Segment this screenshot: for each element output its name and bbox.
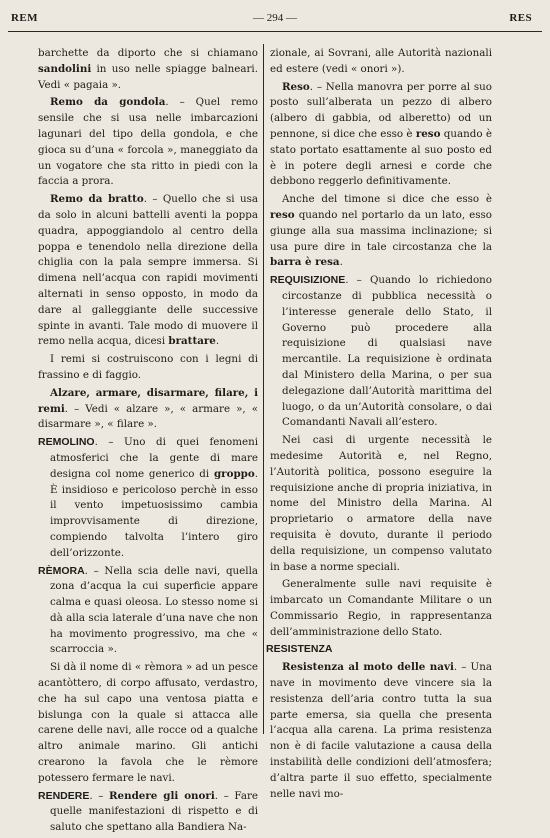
entry-remora [38,564,258,659]
entry-resistenza-moto [270,660,492,802]
subentry-term: Reso [282,80,310,93]
definition-text: . – Vedi « alzare », « armare », « disarmare », « filare ». [38,402,258,431]
headword: RÈMORA [38,564,85,577]
header-rule [8,31,542,32]
entry-alzare-armare [38,386,258,433]
definition-text: . – Quel remo sensile che si usa nelle imbarcazioni lagunari del tipo della gondola, e che gioca su d’una « forcola », maneggiato da un vogatore che sta ritto in piedi con la faccia a prora. [38,96,258,188]
paragraph-legni: I remi si costruiscono con i legni di frassino e di faggio. [38,353,258,381]
right-column [266,46,492,804]
paragraph-navi-requisite: Generalmente sulle navi requisite è imbarcato un Comandante Militare o un Commissario Regio, in rappresentanza dell’amministrazione dello Stato. [270,578,492,638]
subentry-term: Remo da gondola [50,96,166,109]
term-brattare: brattare [168,335,216,348]
subentry-term: Resistenza al moto delle navi [282,661,454,674]
definition-text: . – Fare quelle manifestazioni di rispetto e di saluto che spettano alla Bandiera Na- [50,789,259,834]
definition-text: . – Nella manovra per porre al suo posto sull’alberata un pezzo di albero (albero di gabbia, od alberetto) od un pennone, si dice che esso è [270,80,492,140]
entry-remo-da-gondola [38,95,258,190]
text: in uso nelle spiagge balneari. Vedi « pagaia ». [38,62,258,91]
definition-text: . – Nella scia delle navi, quella zona d’acqua la cui superficie appare calma e quasi oleosa. Lo stesso nome si dà alla scia laterale d’una nave che non ha movimento progressivo, ma che « scarroccia ». [50,564,258,656]
entry-requisizione [270,273,492,431]
paragraph-sandolini [38,46,258,93]
term-groppo: groppo [213,467,255,480]
paragraph-onori-cont: zionale, ai Sovrani, alle Autorità nazionali ed estere (vedi « onori »). [270,47,492,75]
column-divider [263,44,264,734]
page-number: — 294 — [253,12,297,24]
term-barra-resa: barra è resa [270,256,340,269]
header-left-guideword: REM [11,12,38,24]
entry-reso [270,80,492,191]
paragraph-timone [270,192,492,271]
text: . È insidioso e pericoloso perchè in esso il vento impetuosissimo cambia improvvisamente di direzione, compiendo talvolta l’intero giro dell’orizzonte. [50,467,258,559]
subentry-term: Rendere gli onori [109,789,215,802]
text: . [215,335,220,348]
text: . [339,256,343,269]
definition-text: . – Quando lo richiedono circostanze di pubblica necessità o l’interesse generale dello Stato, il Governo può procedere alla requisizione di qualsiasi nave mercantile. La requisizione è ordinata dal Ministero della Marina, o per sua delegazione dall’Autorità marittima del luogo, o da un’Autorità consolare, o dai Comandanti Navali all’estero. [282,274,492,429]
headword: REMOLINO [38,436,95,449]
paragraph-urgente-necessita: Nei casi di urgente necessità le medesime Autorità e, nel Regno, l’Autorità politica, possono eseguire la requisizione anche di propria iniziativa, in nome del Ministro della Marina. Al proprietario o armatore della nave requisita è dovuto, durante il periodo della requisizione, un compenso valutato in base a norme speciali. [270,434,492,573]
left-column [38,46,258,838]
definition-text: . – Quello che si usa da solo in alcuni battelli aventi la poppa quadra, appoggiandolo al centro della poppa e tenendolo nella direzione della chiglia con la pala sempre immersa. Si dimena nell’acqua con rapidi movimenti alternati in senso opposto, in modo da dare al galleggiante delle successive spinte in avanti. Tale modo di muovere il remo nella acqua, dicesi [38,193,258,348]
subentry-term: Alzare, armare, disarmare, filare, i remi [38,386,258,415]
text: . – [89,789,109,802]
definition-text: . – Una nave in movimento deve vincere sia la resistenza dell’aria contro tutta la sua parte emersa, sia quella che presenta l’acqua alla carena. La prima resistenza non è di facile valutazione a causa della instabilità delle condizioni dell’atmosfera; d’altra parte il suo effetto, specialmente nelle navi mo- [270,661,492,800]
paragraph-remora-pesce: Si dà il nome di « rèmora » ad un pesce acantòttero, di corpo affusato, verdastro, che ha sul capo una ventosa piatta e bislunga con la quale si attacca alle carene delle navi, alle rocce od a qualche altro animale marino. Gli antichi crearono la favola che le rèmore potessero fermare le navi. [38,661,258,784]
headword: RENDERE [38,789,90,802]
term-reso: reso [270,208,295,221]
entry-remolino [38,435,258,561]
section-heading-resistenza: RESISTENZA [266,643,333,656]
text: quando nel portarlo da un lato, esso giunge alla sua massima inclinazione; si usa pure dire in tale circostanza che la [270,208,492,253]
entry-remo-da-bratto [38,192,258,350]
text: Anche del timone si dice che esso è [282,193,492,206]
subentry-term: Remo da bratto [50,193,144,206]
text: quando è stato portato esattamente al suo posto ed è in potere degli arnesi e corde che debbono reggerlo definitivamente. [270,127,492,188]
text: barchette da diporto che si chiamano [38,47,258,59]
headword: REQUISIZIONE [270,274,346,287]
term-sandolini: sandolini [38,62,92,75]
entry-rendere [38,789,258,836]
definition-text: . – Uno di quei fenomeni atmosferici che la gente di mare designa col nome generico di [50,436,258,480]
term-reso: reso [415,127,441,140]
header-right-guideword: RES [509,12,532,24]
running-header [0,0,550,30]
